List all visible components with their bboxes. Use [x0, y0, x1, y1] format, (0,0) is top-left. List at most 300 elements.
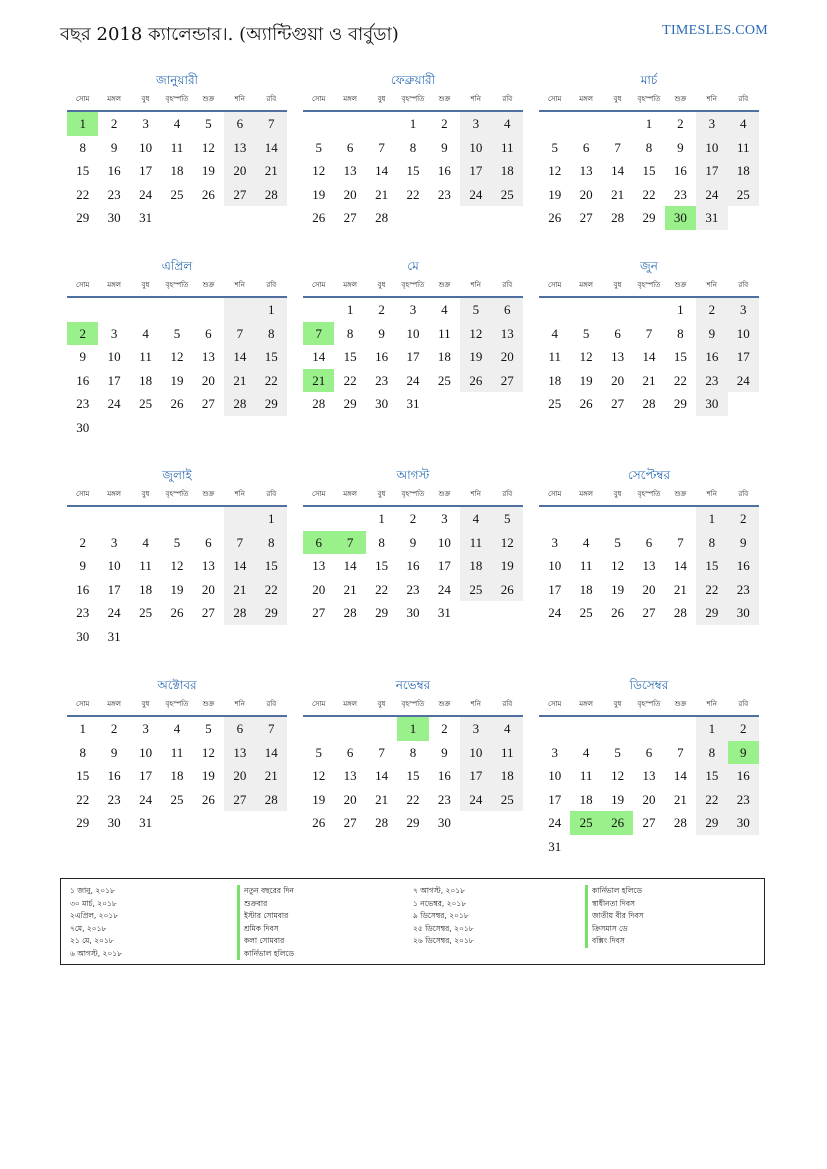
- day-cell[interactable]: 26: [492, 578, 523, 602]
- day-cell[interactable]: 31: [696, 206, 727, 230]
- day-cell[interactable]: 19: [548, 186, 562, 202]
- day-cell[interactable]: 21: [642, 372, 656, 388]
- day-cell[interactable]: 30: [406, 605, 420, 620]
- day-cell[interactable]: 13: [611, 349, 625, 364]
- day-cell[interactable]: 23: [76, 396, 90, 411]
- day-cell[interactable]: 15: [375, 558, 389, 573]
- day-cell[interactable]: 9: [696, 322, 727, 346]
- day-cell[interactable]: 16: [728, 554, 759, 578]
- day-cell[interactable]: 13: [492, 322, 523, 346]
- day-cell[interactable]: 22: [696, 788, 727, 812]
- day-cell[interactable]: 16: [76, 581, 90, 597]
- day-cell[interactable]: 1: [378, 511, 385, 526]
- day-cell[interactable]: 20: [312, 581, 326, 597]
- day-cell[interactable]: 16: [107, 768, 121, 783]
- day-cell[interactable]: 23: [107, 186, 121, 202]
- day-cell[interactable]: 30: [107, 815, 121, 830]
- day-cell[interactable]: 12: [579, 349, 593, 364]
- day-cell[interactable]: 2: [110, 721, 118, 736]
- day-cell[interactable]: 20: [343, 186, 357, 202]
- day-cell[interactable]: 28: [224, 392, 255, 416]
- day-cell[interactable]: 13: [201, 558, 215, 573]
- day-cell[interactable]: 6: [614, 325, 621, 341]
- day-cell[interactable]: 12: [460, 322, 491, 346]
- day-cell[interactable]: 12: [201, 139, 215, 155]
- day-cell[interactable]: 18: [728, 159, 759, 183]
- day-cell[interactable]: 24: [696, 183, 727, 207]
- day-cell[interactable]: 25: [460, 578, 491, 602]
- day-cell[interactable]: 13: [224, 741, 255, 765]
- day-cell[interactable]: 24: [460, 183, 491, 207]
- day-cell[interactable]: 6: [224, 112, 255, 136]
- day-cell[interactable]: 14: [312, 349, 326, 364]
- day-cell[interactable]: 16: [437, 163, 451, 178]
- day-cell[interactable]: 20: [642, 581, 656, 597]
- day-cell[interactable]: 14: [611, 163, 625, 178]
- day-cell[interactable]: 4: [142, 325, 149, 341]
- day-cell[interactable]: 3: [551, 534, 558, 550]
- day-cell[interactable]: 30: [728, 601, 759, 625]
- day-cell[interactable]: 3: [409, 302, 417, 317]
- day-cell[interactable]: 12: [492, 531, 523, 555]
- day-cell[interactable]: 12: [611, 768, 625, 783]
- day-cell[interactable]: 27: [201, 605, 215, 620]
- day-cell[interactable]: 6: [346, 744, 354, 760]
- day-cell[interactable]: 27: [224, 788, 255, 812]
- day-cell[interactable]: 20: [343, 791, 357, 807]
- day-cell[interactable]: 25: [728, 183, 759, 207]
- day-cell[interactable]: 10: [460, 136, 491, 160]
- day-cell[interactable]: 20: [642, 791, 656, 807]
- day-cell[interactable]: 29: [76, 815, 90, 830]
- day-cell[interactable]: 13: [642, 558, 656, 573]
- day-cell[interactable]: 12: [170, 558, 184, 573]
- day-cell[interactable]: 20: [201, 372, 215, 388]
- day-cell[interactable]: 27: [642, 815, 656, 830]
- day-cell[interactable]: 5: [551, 139, 558, 155]
- day-cell[interactable]: 2: [378, 302, 385, 317]
- day-cell[interactable]: 15: [673, 349, 687, 364]
- day-cell[interactable]: 12: [611, 558, 625, 573]
- day-cell[interactable]: 8: [696, 741, 727, 765]
- day-cell[interactable]: 23: [696, 369, 727, 393]
- day-cell[interactable]: 7: [334, 531, 365, 555]
- day-cell[interactable]: 16: [107, 163, 121, 178]
- day-cell[interactable]: 28: [256, 183, 287, 207]
- day-cell[interactable]: 11: [548, 349, 561, 364]
- day-cell[interactable]: 19: [460, 345, 491, 369]
- day-cell[interactable]: 9: [677, 139, 684, 155]
- day-cell[interactable]: 9: [378, 325, 385, 341]
- day-cell[interactable]: 3: [728, 298, 759, 322]
- day-cell[interactable]: 9: [441, 744, 448, 760]
- day-cell[interactable]: 4: [460, 507, 491, 531]
- day-cell[interactable]: 5: [614, 744, 621, 760]
- day-cell[interactable]: 7: [378, 139, 385, 155]
- day-cell[interactable]: 10: [548, 558, 562, 573]
- day-cell[interactable]: 22: [406, 791, 420, 807]
- day-cell[interactable]: 28: [642, 396, 656, 411]
- day-cell[interactable]: 4: [728, 112, 759, 136]
- day-cell[interactable]: 1: [677, 302, 684, 317]
- day-cell[interactable]: 8: [409, 139, 417, 155]
- day-cell[interactable]: 17: [696, 159, 727, 183]
- day-cell[interactable]: 24: [139, 186, 153, 202]
- day-cell[interactable]: 11: [139, 349, 152, 364]
- day-cell[interactable]: 29: [696, 601, 727, 625]
- day-cell[interactable]: 14: [224, 554, 255, 578]
- day-cell[interactable]: 19: [611, 791, 625, 807]
- day-cell[interactable]: 4: [492, 717, 523, 741]
- day-cell[interactable]: 8: [256, 531, 287, 555]
- day-cell[interactable]: 23: [673, 186, 687, 202]
- day-cell[interactable]: 18: [170, 163, 184, 178]
- day-cell[interactable]: 23: [107, 791, 121, 807]
- day-cell[interactable]: 26: [312, 815, 326, 830]
- day-cell[interactable]: 28: [673, 605, 687, 620]
- day-cell[interactable]: 26: [201, 186, 215, 202]
- day-cell[interactable]: 28: [224, 601, 255, 625]
- day-cell[interactable]: 19: [611, 581, 625, 597]
- day-cell[interactable]: 16: [728, 764, 759, 788]
- day-cell[interactable]: 16: [696, 345, 727, 369]
- day-cell[interactable]: 9: [728, 531, 759, 555]
- day-cell[interactable]: 6: [645, 534, 653, 550]
- day-cell[interactable]: 15: [76, 163, 90, 178]
- day-cell[interactable]: 5: [205, 721, 212, 736]
- day-cell[interactable]: 9: [441, 139, 448, 155]
- day-cell[interactable]: 18: [170, 768, 184, 783]
- day-cell[interactable]: 21: [256, 159, 287, 183]
- day-cell[interactable]: 25: [570, 811, 601, 835]
- day-cell[interactable]: 13: [343, 768, 357, 783]
- day-cell[interactable]: 4: [173, 116, 181, 131]
- day-cell[interactable]: 14: [642, 349, 656, 364]
- day-cell[interactable]: 30: [437, 815, 451, 830]
- day-cell[interactable]: 7: [256, 112, 287, 136]
- day-cell[interactable]: 15: [406, 768, 420, 783]
- day-cell[interactable]: 13: [642, 768, 656, 783]
- day-cell[interactable]: 14: [673, 558, 687, 573]
- day-cell[interactable]: 27: [343, 210, 357, 225]
- day-cell[interactable]: 7: [677, 744, 684, 760]
- day-cell[interactable]: 12: [548, 163, 562, 178]
- day-cell[interactable]: 23: [406, 581, 420, 597]
- day-cell[interactable]: 4: [551, 325, 558, 341]
- day-cell[interactable]: 21: [256, 764, 287, 788]
- day-cell[interactable]: 31: [406, 396, 420, 411]
- day-cell[interactable]: 15: [696, 554, 727, 578]
- day-cell[interactable]: 23: [375, 372, 389, 388]
- day-cell[interactable]: 10: [696, 136, 727, 160]
- day-cell[interactable]: 24: [437, 581, 451, 597]
- day-cell[interactable]: 28: [375, 815, 389, 830]
- day-cell[interactable]: 29: [673, 396, 687, 411]
- day-cell[interactable]: 25: [548, 396, 562, 411]
- site-brand-link[interactable]: TIMESLES.COM: [662, 23, 768, 38]
- day-cell[interactable]: 18: [492, 159, 523, 183]
- day-cell[interactable]: 30: [76, 419, 90, 435]
- day-cell[interactable]: 5: [173, 325, 181, 341]
- day-cell[interactable]: 10: [107, 558, 121, 573]
- day-cell[interactable]: 3: [460, 112, 491, 136]
- day-cell[interactable]: 5: [582, 325, 590, 341]
- day-cell[interactable]: 2: [677, 116, 684, 131]
- day-cell[interactable]: 11: [460, 531, 491, 555]
- day-cell[interactable]: 17: [139, 768, 153, 783]
- day-cell[interactable]: 6: [582, 139, 590, 155]
- day-cell[interactable]: 18: [437, 349, 451, 364]
- day-cell[interactable]: 10: [139, 139, 153, 155]
- day-cell[interactable]: 14: [375, 768, 389, 783]
- day-cell[interactable]: 17: [548, 791, 562, 807]
- day-cell[interactable]: 8: [677, 325, 684, 341]
- day-cell[interactable]: 26: [548, 210, 562, 225]
- day-cell[interactable]: 15: [642, 163, 656, 178]
- day-cell[interactable]: 8: [696, 531, 727, 555]
- day-cell[interactable]: 4: [142, 534, 149, 550]
- day-cell[interactable]: 24: [107, 605, 121, 620]
- day-cell[interactable]: 19: [312, 791, 326, 807]
- day-cell[interactable]: 21: [375, 791, 389, 807]
- day-cell[interactable]: 7: [645, 325, 653, 341]
- day-cell[interactable]: 4: [492, 112, 523, 136]
- day-cell[interactable]: 29: [343, 396, 357, 411]
- day-cell[interactable]: 29: [696, 811, 727, 835]
- day-cell[interactable]: 3: [142, 721, 149, 736]
- day-cell[interactable]: 7: [256, 717, 287, 741]
- day-cell[interactable]: 7: [224, 531, 255, 555]
- day-cell[interactable]: 9: [110, 744, 118, 760]
- day-cell[interactable]: 2: [110, 116, 118, 131]
- day-cell[interactable]: 3: [460, 717, 491, 741]
- day-cell[interactable]: 1: [409, 116, 417, 131]
- day-cell[interactable]: 28: [611, 210, 625, 225]
- day-cell[interactable]: 27: [642, 605, 656, 620]
- day-cell[interactable]: 25: [139, 605, 153, 620]
- day-cell[interactable]: 16: [437, 768, 451, 783]
- day-cell[interactable]: 1: [645, 116, 653, 131]
- day-cell[interactable]: 11: [438, 325, 451, 341]
- day-cell[interactable]: 23: [76, 605, 90, 620]
- day-cell[interactable]: 22: [375, 581, 389, 597]
- day-cell[interactable]: 11: [579, 558, 593, 573]
- day-cell[interactable]: 6: [224, 717, 255, 741]
- day-cell[interactable]: 6: [205, 534, 212, 550]
- day-cell[interactable]: 19: [579, 372, 593, 388]
- day-cell[interactable]: 21: [343, 581, 357, 597]
- day-cell[interactable]: 6: [205, 325, 212, 341]
- day-cell[interactable]: 19: [312, 186, 326, 202]
- day-cell[interactable]: 31: [548, 838, 562, 854]
- day-cell[interactable]: 6: [645, 744, 653, 760]
- day-cell[interactable]: 10: [460, 741, 491, 765]
- day-cell[interactable]: 24: [728, 369, 759, 393]
- day-cell[interactable]: 22: [76, 791, 90, 807]
- day-cell[interactable]: 13: [224, 136, 255, 160]
- day-cell[interactable]: 11: [170, 744, 184, 760]
- day-cell[interactable]: 17: [728, 345, 759, 369]
- day-cell[interactable]: 14: [375, 163, 389, 178]
- day-cell[interactable]: 19: [201, 768, 215, 783]
- day-cell[interactable]: 3: [142, 116, 149, 131]
- day-cell[interactable]: 8: [378, 534, 385, 550]
- day-cell[interactable]: 1: [256, 298, 287, 322]
- day-cell[interactable]: 17: [548, 581, 562, 597]
- day-cell[interactable]: 7: [614, 139, 621, 155]
- day-cell[interactable]: 20: [492, 345, 523, 369]
- day-cell[interactable]: 13: [201, 349, 215, 364]
- day-cell[interactable]: 6: [346, 139, 354, 155]
- day-cell[interactable]: 26: [611, 605, 625, 620]
- day-cell[interactable]: 18: [548, 372, 562, 388]
- day-cell[interactable]: 28: [343, 605, 357, 620]
- day-cell[interactable]: 25: [437, 372, 451, 388]
- day-cell[interactable]: 17: [107, 581, 121, 597]
- day-cell[interactable]: 11: [139, 558, 152, 573]
- day-cell[interactable]: 3: [696, 112, 727, 136]
- day-cell[interactable]: 4: [173, 721, 181, 736]
- day-cell[interactable]: 24: [460, 788, 491, 812]
- day-cell[interactable]: 14: [256, 136, 287, 160]
- day-cell[interactable]: 22: [696, 578, 727, 602]
- day-cell[interactable]: 16: [375, 349, 389, 364]
- day-cell[interactable]: 10: [437, 534, 451, 550]
- day-cell[interactable]: 14: [673, 768, 687, 783]
- day-cell[interactable]: 22: [406, 186, 420, 202]
- day-cell[interactable]: 10: [548, 768, 562, 783]
- day-cell[interactable]: 18: [139, 372, 153, 388]
- day-cell[interactable]: 29: [375, 605, 389, 620]
- day-cell[interactable]: 11: [492, 741, 523, 765]
- day-cell[interactable]: 22: [642, 186, 656, 202]
- day-cell[interactable]: 11: [579, 768, 593, 783]
- day-cell[interactable]: 17: [460, 159, 491, 183]
- day-cell[interactable]: 26: [170, 605, 184, 620]
- day-cell[interactable]: 27: [312, 605, 326, 620]
- day-cell[interactable]: 11: [492, 136, 523, 160]
- day-cell[interactable]: 10: [107, 349, 121, 364]
- day-cell[interactable]: 15: [343, 349, 357, 364]
- day-cell[interactable]: 6: [492, 298, 523, 322]
- day-cell[interactable]: 5: [205, 116, 212, 131]
- day-cell[interactable]: 8: [79, 744, 86, 760]
- day-cell[interactable]: 1: [397, 717, 428, 741]
- day-cell[interactable]: 5: [614, 534, 621, 550]
- day-cell[interactable]: 11: [170, 139, 184, 155]
- day-cell[interactable]: 24: [139, 791, 153, 807]
- day-cell[interactable]: 31: [437, 605, 451, 620]
- day-cell[interactable]: 26: [602, 811, 633, 835]
- day-cell[interactable]: 20: [579, 186, 593, 202]
- day-cell[interactable]: 22: [673, 372, 687, 388]
- day-cell[interactable]: 21: [673, 581, 687, 597]
- day-cell[interactable]: 2: [696, 298, 727, 322]
- day-cell[interactable]: 12: [312, 163, 326, 178]
- day-cell[interactable]: 9: [728, 741, 759, 765]
- day-cell[interactable]: 4: [582, 744, 590, 760]
- day-cell[interactable]: 20: [201, 581, 215, 597]
- day-cell[interactable]: 15: [696, 764, 727, 788]
- day-cell[interactable]: 19: [170, 581, 184, 597]
- day-cell[interactable]: 14: [256, 741, 287, 765]
- day-cell[interactable]: 24: [548, 605, 562, 620]
- day-cell[interactable]: 8: [409, 744, 417, 760]
- day-cell[interactable]: 17: [406, 349, 420, 364]
- day-cell[interactable]: 30: [375, 396, 389, 411]
- day-cell[interactable]: 24: [548, 815, 562, 830]
- day-cell[interactable]: 29: [642, 210, 656, 225]
- day-cell[interactable]: 29: [256, 601, 287, 625]
- day-cell[interactable]: 19: [492, 554, 523, 578]
- day-cell[interactable]: 27: [611, 396, 625, 411]
- day-cell[interactable]: 7: [303, 322, 334, 346]
- day-cell[interactable]: 14: [224, 345, 255, 369]
- day-cell[interactable]: 24: [406, 372, 420, 388]
- day-cell[interactable]: 5: [173, 534, 181, 550]
- day-cell[interactable]: 2: [441, 116, 448, 131]
- day-cell[interactable]: 12: [170, 349, 184, 364]
- day-cell[interactable]: 21: [224, 578, 255, 602]
- day-cell[interactable]: 24: [107, 396, 121, 411]
- day-cell[interactable]: 3: [551, 744, 558, 760]
- day-cell[interactable]: 10: [139, 744, 153, 760]
- day-cell[interactable]: 22: [76, 186, 90, 202]
- day-cell[interactable]: 23: [437, 186, 451, 202]
- day-cell[interactable]: 30: [665, 206, 696, 230]
- day-cell[interactable]: 21: [224, 369, 255, 393]
- day-cell[interactable]: 1: [346, 302, 354, 317]
- day-cell[interactable]: 3: [441, 511, 448, 526]
- day-cell[interactable]: 20: [224, 159, 255, 183]
- day-cell[interactable]: 15: [76, 768, 90, 783]
- day-cell[interactable]: 18: [492, 764, 523, 788]
- day-cell[interactable]: 13: [579, 163, 593, 178]
- day-cell[interactable]: 25: [492, 183, 523, 207]
- day-cell[interactable]: 15: [406, 163, 420, 178]
- day-cell[interactable]: 7: [224, 322, 255, 346]
- day-cell[interactable]: 29: [76, 210, 90, 225]
- day-cell[interactable]: 19: [201, 163, 215, 178]
- day-cell[interactable]: 17: [139, 163, 153, 178]
- day-cell[interactable]: 16: [406, 558, 420, 573]
- day-cell[interactable]: 3: [110, 534, 118, 550]
- day-cell[interactable]: 14: [343, 558, 357, 573]
- day-cell[interactable]: 19: [170, 372, 184, 388]
- day-cell[interactable]: 25: [492, 788, 523, 812]
- day-cell[interactable]: 20: [224, 764, 255, 788]
- day-cell[interactable]: 25: [170, 186, 184, 202]
- day-cell[interactable]: 31: [107, 628, 121, 644]
- day-cell[interactable]: 25: [579, 605, 593, 620]
- day-cell[interactable]: 18: [579, 791, 593, 807]
- day-cell[interactable]: 18: [579, 581, 593, 597]
- day-cell[interactable]: 7: [677, 534, 684, 550]
- day-cell[interactable]: 26: [170, 396, 184, 411]
- day-cell[interactable]: 15: [256, 554, 287, 578]
- day-cell[interactable]: 4: [582, 534, 590, 550]
- day-cell[interactable]: 16: [76, 372, 90, 388]
- day-cell[interactable]: 29: [256, 392, 287, 416]
- day-cell[interactable]: 22: [256, 369, 287, 393]
- day-cell[interactable]: 27: [579, 210, 593, 225]
- day-cell[interactable]: 26: [312, 210, 326, 225]
- day-cell[interactable]: 30: [107, 210, 121, 225]
- day-cell[interactable]: 21: [375, 186, 389, 202]
- day-cell[interactable]: 25: [170, 791, 184, 807]
- day-cell[interactable]: 1: [67, 112, 98, 136]
- day-cell[interactable]: 30: [728, 811, 759, 835]
